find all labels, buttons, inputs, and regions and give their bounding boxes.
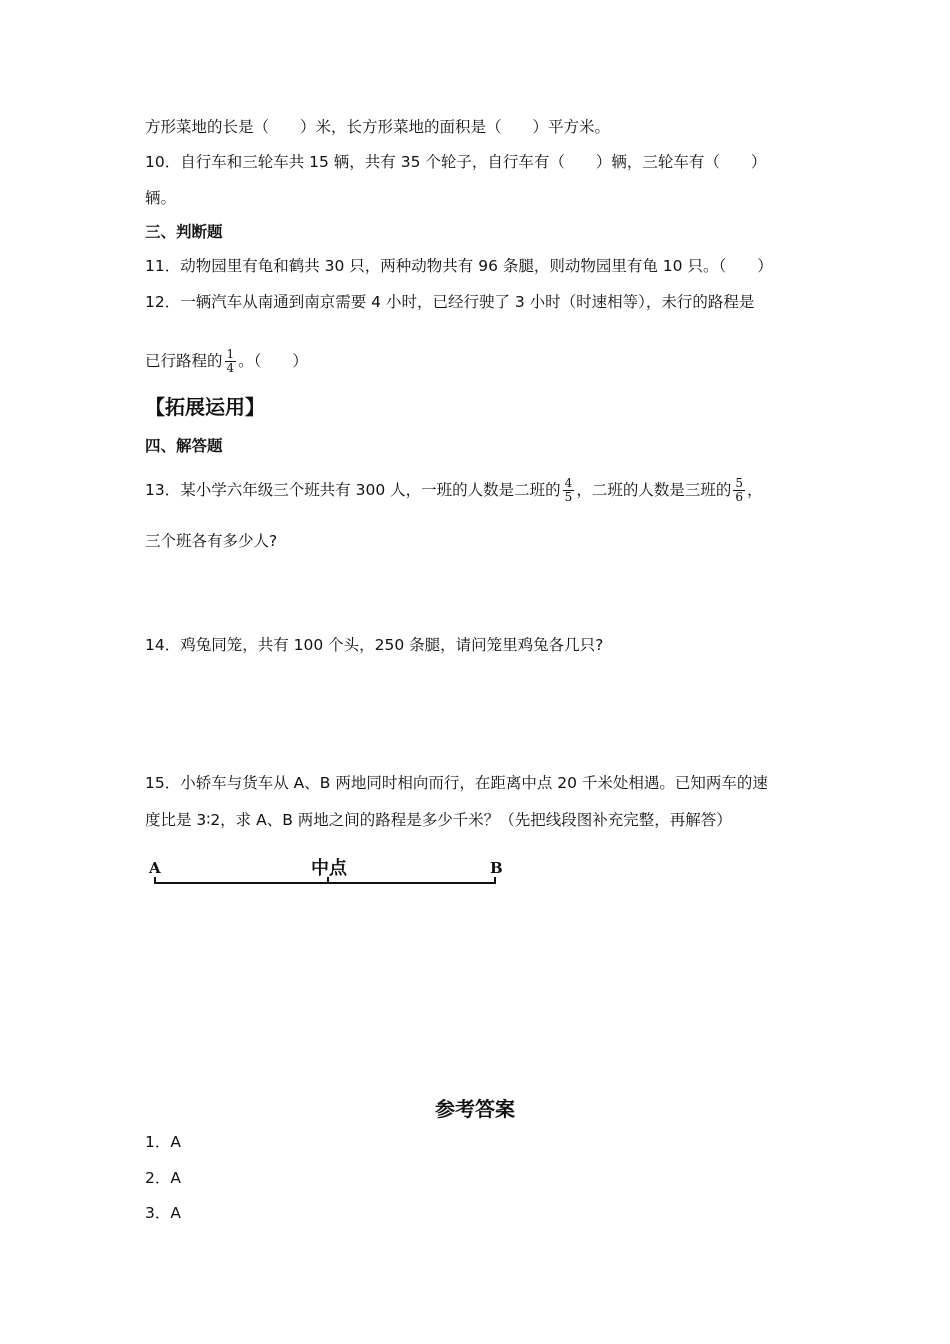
segment-line bbox=[145, 850, 515, 895]
question-15-line-2: 度比是 3∶2，求 A、B 两地之间的路程是多少千米？（先把线段图补充完整，再解答） bbox=[145, 811, 732, 829]
question-13-text-before: 13．某小学六年级三个班共有 300 人，一班的人数是二班的 bbox=[145, 481, 561, 499]
section-title-extension: 【拓展运用】 bbox=[145, 395, 265, 419]
fraction-four-fifths bbox=[563, 477, 575, 504]
question-12-text-after: 。（ ） bbox=[238, 352, 308, 370]
fraction-denominator: 6 bbox=[735, 490, 743, 504]
question-14: 14．鸡兔同笼，共有 100 个头，250 条腿，请问笼里鸡兔各几只? bbox=[145, 636, 604, 654]
fraction-numerator: 1 bbox=[226, 347, 235, 361]
fraction-five-sixths bbox=[733, 477, 745, 504]
answer-item: 1．A bbox=[145, 1133, 181, 1151]
question-12-line-1: 12．一辆汽车从南通到南京需要 4 小时，已经行驶了 3 小时（时速相等），未行的路程是 bbox=[145, 293, 755, 311]
question-12-line-2 bbox=[145, 344, 308, 378]
question-9-continuation: 方形菜地的长是（ ）米，长方形菜地的面积是（ ）平方米。 bbox=[145, 118, 611, 136]
question-13-text-after: ， bbox=[746, 481, 763, 499]
answer-item: 3．A bbox=[145, 1204, 181, 1222]
question-12-text-before: 已行路程的 bbox=[145, 352, 223, 370]
segment-diagram bbox=[145, 850, 515, 895]
question-13-line-2: 三个班各有多少人? bbox=[145, 532, 278, 550]
fraction-denominator: 5 bbox=[564, 490, 573, 504]
question-11: 11．动物园里有龟和鹤共 30 只，两种动物共有 96 条腿，则动物园里有龟 10 只。（ ） bbox=[145, 257, 773, 275]
label-point-b: B bbox=[490, 859, 503, 877]
fraction-one-quarter bbox=[225, 348, 237, 375]
question-10-line-1: 10．自行车和三轮车共 15 辆，共有 35 个轮子，自行车有（ ）辆，三轮车有（ ） bbox=[145, 153, 767, 171]
section-answer-heading: 四、解答题 bbox=[145, 437, 223, 455]
question-13-line-1 bbox=[145, 473, 762, 507]
label-midpoint: 中点 bbox=[311, 858, 347, 879]
question-15-line-1: 15．小轿车与货车从 A、B 两地同时相向而行，在距离中点 20 千米处相遇。已知两车的速 bbox=[145, 774, 768, 792]
answer-item: 2．A bbox=[145, 1169, 181, 1187]
fraction-denominator: 4 bbox=[226, 361, 235, 375]
fraction-numerator: 5 bbox=[735, 476, 743, 490]
section-judgement-heading: 三、判断题 bbox=[145, 223, 223, 241]
answers-title: 参考答案 bbox=[435, 1097, 515, 1121]
label-point-a: A bbox=[149, 859, 161, 877]
question-13-text-middle: ，二班的人数是三班的 bbox=[576, 481, 732, 499]
question-10-line-2: 辆。 bbox=[145, 189, 177, 207]
fraction-numerator: 4 bbox=[564, 476, 573, 490]
